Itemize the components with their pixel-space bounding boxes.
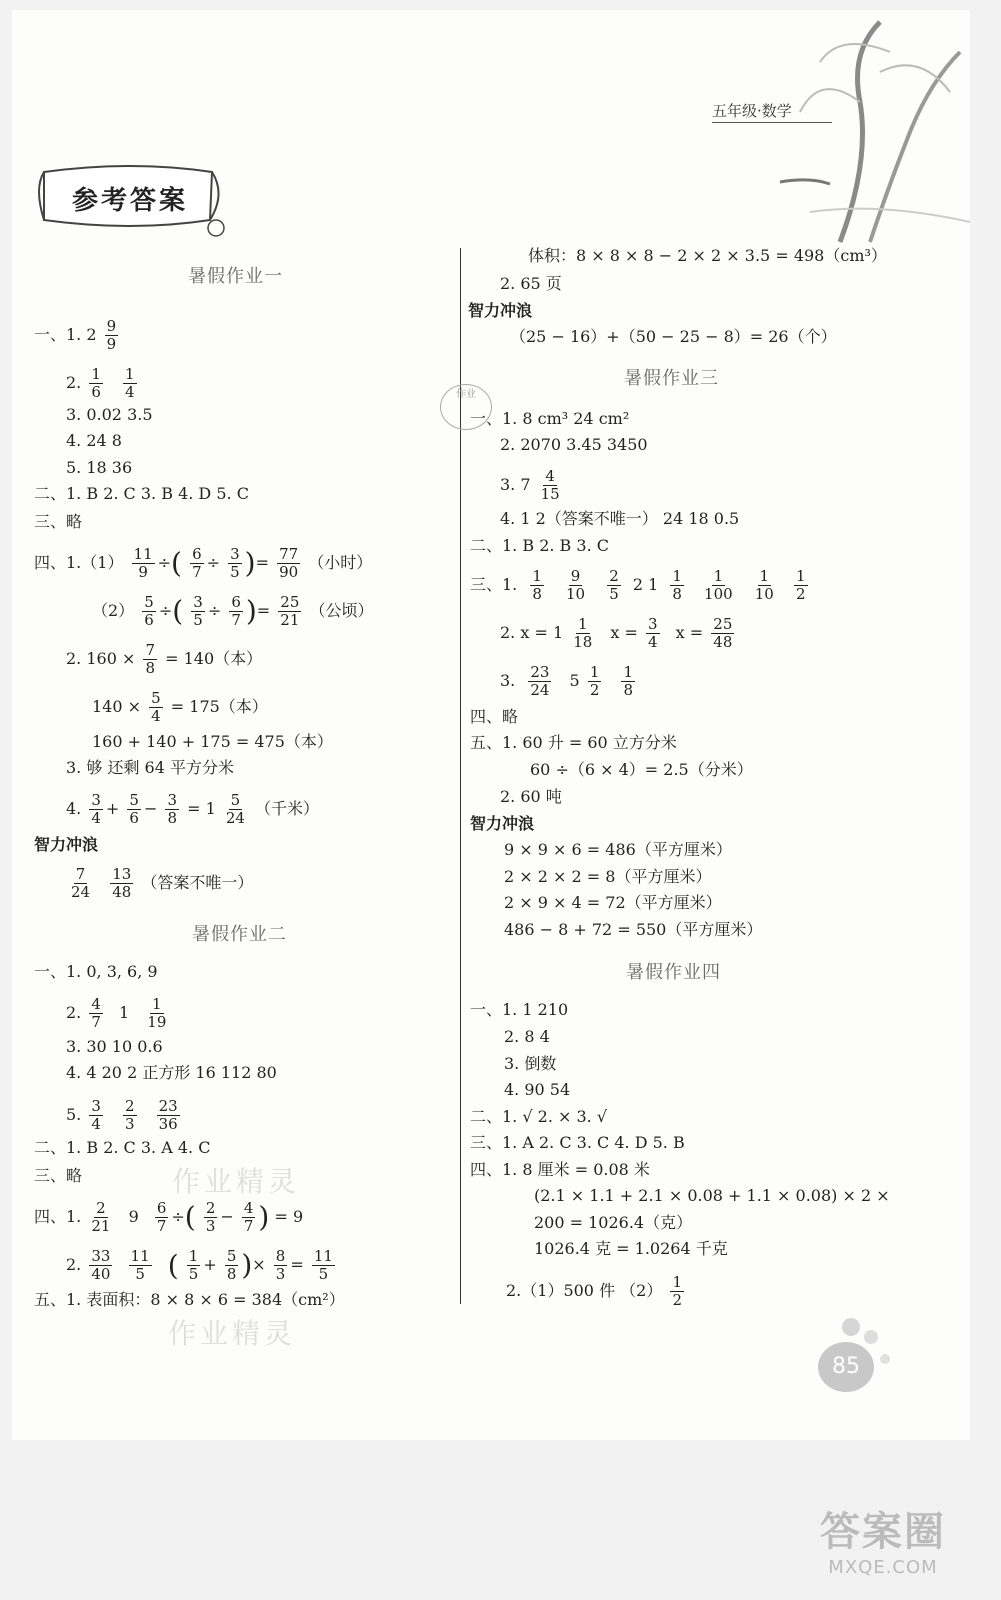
answer-line: 2 × 2 × 2 = 8（平方厘米） bbox=[504, 867, 712, 886]
answer-line: 2. 8 4 bbox=[504, 1027, 550, 1046]
answer-line: 一、1. 1 210 bbox=[470, 1000, 569, 1019]
section-title-1: 暑假作业一 bbox=[188, 266, 283, 287]
challenge-heading: 智力冲浪 bbox=[34, 835, 99, 854]
answer-line: 五、1. 表面积：8 × 8 × 6 = 384（cm²） bbox=[34, 1290, 345, 1309]
answer-line: 三、1. $\frac{1}{8}$ $\frac{9}{10}$ $\frac{2}{5}$ 2 1 $\frac{1}{8}$ $\frac{1}{100}$ $\frac{1}{10}$ $\frac{1}{2}$ bbox=[470, 567, 806, 603]
answer-line: 四、略 bbox=[470, 707, 519, 726]
answer-line: 体积：8 × 8 × 8 − 2 × 2 × 3.5 = 498（cm³） bbox=[528, 246, 887, 265]
grade-subject: 五年级·数学 bbox=[712, 102, 792, 120]
answer-line: 2. $\frac{33}{40}$ $\frac{11}{5}$ ( $\frac{1}{5}$ + $\frac{5}{8}$ )× $\frac{8}{3}$ = $\frac{11}{5}$ bbox=[66, 1247, 333, 1283]
answer-line: 2.（1）500 件 （2） $\frac{1}{2}$ bbox=[506, 1273, 682, 1309]
answer-line: 3. 30 10 0.6 bbox=[66, 1037, 163, 1056]
answer-line: 4. 90 54 bbox=[504, 1080, 571, 1099]
answer-line: 2. 2070 3.45 3450 bbox=[500, 435, 648, 454]
answer-line: 2. 60 吨 bbox=[500, 787, 562, 806]
answer-line: 四、1. 8 厘米 = 0.08 米 bbox=[470, 1160, 650, 1179]
section-title-3: 暑假作业三 bbox=[624, 368, 719, 389]
answer-line: 三、略 bbox=[34, 512, 83, 531]
seal-stamp: 作业 bbox=[440, 384, 492, 430]
section-title-2: 暑假作业二 bbox=[192, 924, 287, 945]
dot-decoration bbox=[864, 1330, 878, 1344]
landscape-illustration bbox=[720, 12, 970, 252]
answer-line: 一、1. 8 cm³ 24 cm² bbox=[470, 409, 630, 428]
answer-line: 3. 倒数 bbox=[504, 1054, 557, 1073]
answer-line: 四、1. $\frac{2}{21}$ 9 $\frac{6}{7}$ ÷( $\frac{2}{3}$ − $\frac{4}{7}$ ) = 9 bbox=[34, 1199, 304, 1235]
answer-line: 2 × 9 × 4 = 72（平方厘米） bbox=[504, 893, 722, 912]
dot-decoration bbox=[842, 1318, 860, 1336]
answer-line: 2. x = 1 $\frac{1}{18}$ x = $\frac{3}{4}$ x = $\frac{25}{48}$ bbox=[500, 615, 733, 651]
answer-line: 4. $\frac{3}{4}$ + $\frac{5}{6}$ − $\frac{3}{8}$ = 1 $\frac{5}{24}$ （千米） bbox=[66, 791, 320, 827]
challenge-heading: 智力冲浪 bbox=[470, 814, 535, 833]
answer-line: 9 × 9 × 6 = 486（平方厘米） bbox=[504, 840, 732, 859]
answer-line: 160 + 140 + 175 = 475（本） bbox=[92, 732, 333, 751]
answer-line: 一、1. 0, 3, 6, 9 bbox=[34, 962, 158, 981]
watermark-text: 作业精灵 bbox=[168, 1317, 297, 1350]
watermark-text: 作业精灵 bbox=[172, 1165, 301, 1198]
answer-line: 2. 160 × $\frac{7}{8}$ = 140（本） bbox=[66, 641, 263, 677]
answer-line: 三、1. A 2. C 3. C 4. D 5. B bbox=[470, 1133, 685, 1152]
answer-line: 3. 7 $\frac{4}{15}$ bbox=[500, 467, 560, 503]
answer-line: （25 − 16）+（50 − 25 − 8）= 26（个） bbox=[510, 327, 837, 346]
answer-line: 200 = 1026.4（克） bbox=[534, 1213, 693, 1232]
footer-watermark: 答案圈 MXQE.COM bbox=[820, 1509, 946, 1578]
answer-line: 3. 0.02 3.5 bbox=[66, 405, 153, 424]
answer-line: 三、略 bbox=[34, 1166, 83, 1185]
challenge-heading: 智力冲浪 bbox=[468, 301, 533, 320]
banner-title: 参考答案 bbox=[72, 186, 189, 216]
answer-line: 1026.4 克 = 1.0264 千克 bbox=[534, 1239, 728, 1258]
answer-line: 2. $\frac{1}{6}$ $\frac{1}{4}$ bbox=[66, 365, 135, 401]
answer-line: 5. 18 36 bbox=[66, 458, 133, 477]
answer-line: 5. $\frac{3}{4}$ $\frac{2}{3}$ $\frac{23}{36}$ bbox=[66, 1097, 178, 1133]
answer-line: 4. 4 20 2 正方形 16 112 80 bbox=[66, 1063, 277, 1082]
answer-line: 二、1. B 2. B 3. C bbox=[470, 536, 609, 555]
answer-line: 一、1. 2 $\frac{9}{9}$ bbox=[34, 317, 117, 353]
header-rule bbox=[712, 122, 832, 123]
answer-line: 2. $\frac{4}{7}$ 1 $\frac{1}{19}$ bbox=[66, 995, 167, 1031]
dot-decoration bbox=[880, 1354, 890, 1364]
answer-line: 3. 够 还剩 64 平方分米 bbox=[66, 758, 234, 777]
answer-line: 140 × $\frac{5}{4}$ = 175（本） bbox=[92, 689, 268, 725]
page-number: 85 bbox=[818, 1342, 874, 1392]
answer-line: 60 ÷（6 × 4）= 2.5（分米） bbox=[530, 760, 753, 779]
answer-line: 五、1. 60 升 = 60 立方分米 bbox=[470, 733, 677, 752]
answer-line: 四、1.（1） $\frac{11}{9}$ ÷( $\frac{6}{7}$ ÷ $\frac{3}{5}$ )= $\frac{77}{90}$ （小时） bbox=[34, 545, 373, 581]
answer-line: (2.1 × 1.1 + 2.1 × 0.08 + 1.1 × 0.08) × 2 × bbox=[534, 1186, 890, 1205]
answer-line: 4. 24 8 bbox=[66, 431, 122, 450]
answer-line: $\frac{7}{24}$ $\frac{13}{48}$ （答案不唯一） bbox=[71, 865, 254, 901]
answer-line: 二、1. B 2. C 3. A 4. C bbox=[34, 1138, 211, 1157]
answer-line: 3. $\frac{23}{24}$ 5 $\frac{1}{2}$ $\frac{1}{8}$ bbox=[500, 663, 634, 699]
answer-line: 2. 65 页 bbox=[500, 274, 562, 293]
answer-line: 486 − 8 + 72 = 550（平方厘米） bbox=[504, 920, 763, 939]
section-title-4: 暑假作业四 bbox=[626, 962, 721, 983]
answer-line: 二、1. √ 2. × 3. √ bbox=[470, 1107, 608, 1126]
answer-line: 4. 1 2（答案不唯一） 24 18 0.5 bbox=[500, 509, 740, 528]
answer-line: （2） $\frac{5}{6}$ ÷( $\frac{3}{5}$ ÷ $\frac{6}{7}$ )= $\frac{25}{21}$ （公顷） bbox=[92, 593, 374, 629]
answer-line: 二、1. B 2. C 3. B 4. D 5. C bbox=[34, 484, 249, 503]
